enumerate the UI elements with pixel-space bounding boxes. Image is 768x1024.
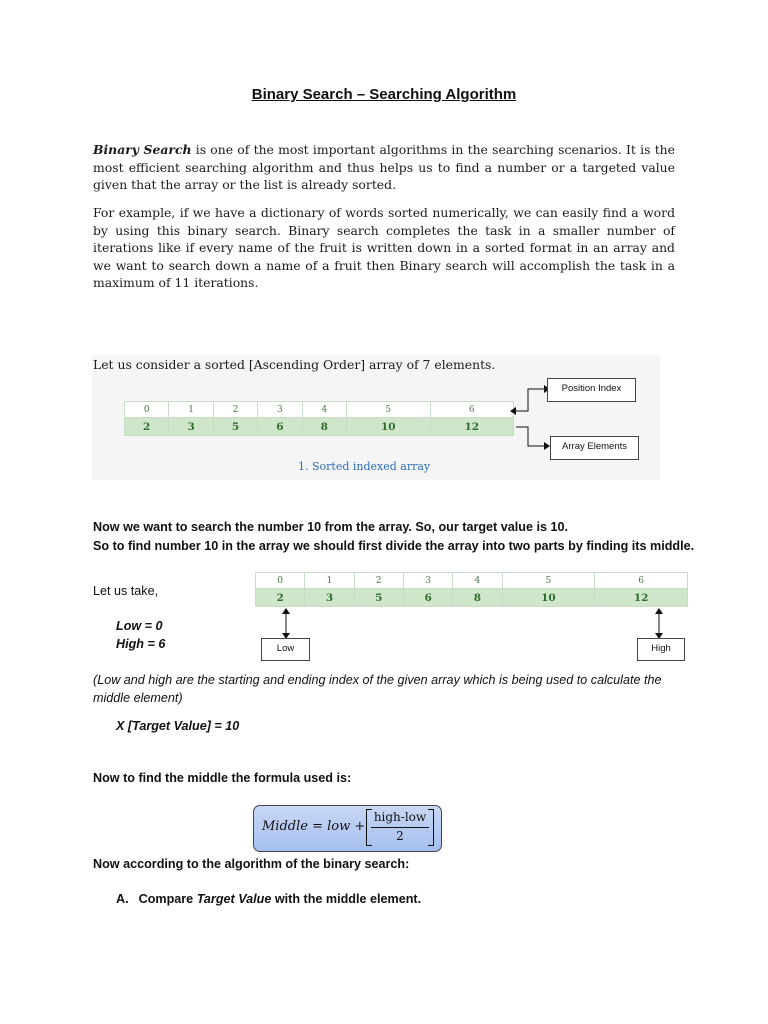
value-cell: 5 bbox=[354, 589, 403, 607]
value-cell: 5 bbox=[213, 418, 257, 436]
let-us-take: Let us take, bbox=[93, 584, 159, 598]
formula-denominator: 2 bbox=[396, 829, 404, 843]
index-cell: 2 bbox=[213, 402, 257, 418]
index-cell: 1 bbox=[169, 402, 213, 418]
step-prefix: Compare bbox=[138, 892, 197, 906]
intro-text: is one of the most important algorithms in the searching scenarios. It is the most efficient searching algorithm and thus helps us to find a number or a targeted value given that the array or the list is already sorted. bbox=[93, 142, 675, 192]
value-cell: 12 bbox=[595, 589, 688, 607]
formula-plus: + bbox=[350, 819, 366, 834]
value-cell: 3 bbox=[305, 589, 354, 607]
index-cell: 1 bbox=[305, 573, 354, 589]
figure-low-high bbox=[254, 571, 689, 663]
formula-numerator: high-low bbox=[373, 810, 427, 824]
step-marker: A. bbox=[116, 892, 129, 906]
figure2-arrows bbox=[254, 571, 689, 663]
high-value: High = 6 bbox=[116, 637, 166, 651]
index-cell: 3 bbox=[403, 573, 452, 589]
array-elements-label: Array Elements bbox=[550, 436, 639, 460]
formula-floor-bracket bbox=[366, 809, 434, 846]
consider-text: Let us consider a sorted [Ascending Order] array of 7 elements. bbox=[93, 357, 496, 372]
high-label: High bbox=[637, 638, 685, 661]
step-term: Target Value bbox=[196, 892, 272, 906]
index-cell: 6 bbox=[595, 573, 688, 589]
value-cell: 2 bbox=[125, 418, 169, 436]
index-cell: 3 bbox=[258, 402, 302, 418]
value-cell: 6 bbox=[403, 589, 452, 607]
step-a bbox=[116, 892, 421, 906]
intro-paragraph bbox=[93, 141, 675, 194]
index-cell: 0 bbox=[256, 573, 305, 589]
formula-lhs bbox=[262, 819, 365, 834]
value-cell: 6 bbox=[258, 418, 302, 436]
figure-sorted-array bbox=[92, 355, 660, 480]
index-cell: 5 bbox=[347, 402, 430, 418]
example-paragraph: For example, if we have a dictionary of words sorted numerically, we can easily find a word by using this binary search. Binary search completes the task in a smaller number of iterations like if every name of the fruit is written down in a sorted format in an array and we want to search down a name of a fruit then Binary search will accomplish the task in a maximum of 11 iterations. bbox=[93, 205, 675, 290]
index-cell: 2 bbox=[354, 573, 403, 589]
value-cell: 3 bbox=[169, 418, 213, 436]
step-suffix: with the middle element. bbox=[271, 892, 422, 906]
value-cell: 10 bbox=[347, 418, 430, 436]
algorithm-intro: Now according to the algorithm of the binary search: bbox=[93, 857, 410, 871]
value-cell: 2 bbox=[256, 589, 305, 607]
low-label: Low bbox=[261, 638, 310, 661]
middle-formula bbox=[253, 805, 442, 852]
page-title: Binary Search – Searching Algorithm bbox=[251, 86, 517, 103]
value-cell: 10 bbox=[502, 589, 595, 607]
formula-intro: Now to find the middle the formula used is: bbox=[93, 771, 352, 785]
formula-low: low bbox=[327, 819, 351, 834]
intro-term: Binary Search bbox=[93, 142, 192, 157]
figure-caption: 1. Sorted indexed array bbox=[298, 460, 431, 473]
formula-eq: = bbox=[307, 819, 328, 834]
low-high-note: (Low and high are the starting and ending index of the given array which is being used to calculate the middle element) bbox=[93, 673, 662, 705]
value-cell: 12 bbox=[430, 418, 514, 436]
low-value: Low = 0 bbox=[116, 619, 163, 633]
index-cell: 6 bbox=[430, 402, 514, 418]
target-value-line: X [Target Value] = 10 bbox=[116, 719, 240, 733]
search-line-2: So to find number 10 in the array we should first divide the array into two parts by finding its middle. bbox=[93, 539, 695, 553]
search-line-1: Now we want to search the number 10 from the array. So, our target value is 10. bbox=[93, 520, 568, 534]
index-cell: 5 bbox=[502, 573, 595, 589]
index-cell: 4 bbox=[302, 402, 346, 418]
value-cell: 8 bbox=[453, 589, 502, 607]
index-cell: 4 bbox=[453, 573, 502, 589]
value-cell: 8 bbox=[302, 418, 346, 436]
position-index-label: Position Index bbox=[547, 378, 636, 402]
formula-middle: Middle bbox=[262, 819, 308, 834]
index-cell: 0 bbox=[125, 402, 169, 418]
